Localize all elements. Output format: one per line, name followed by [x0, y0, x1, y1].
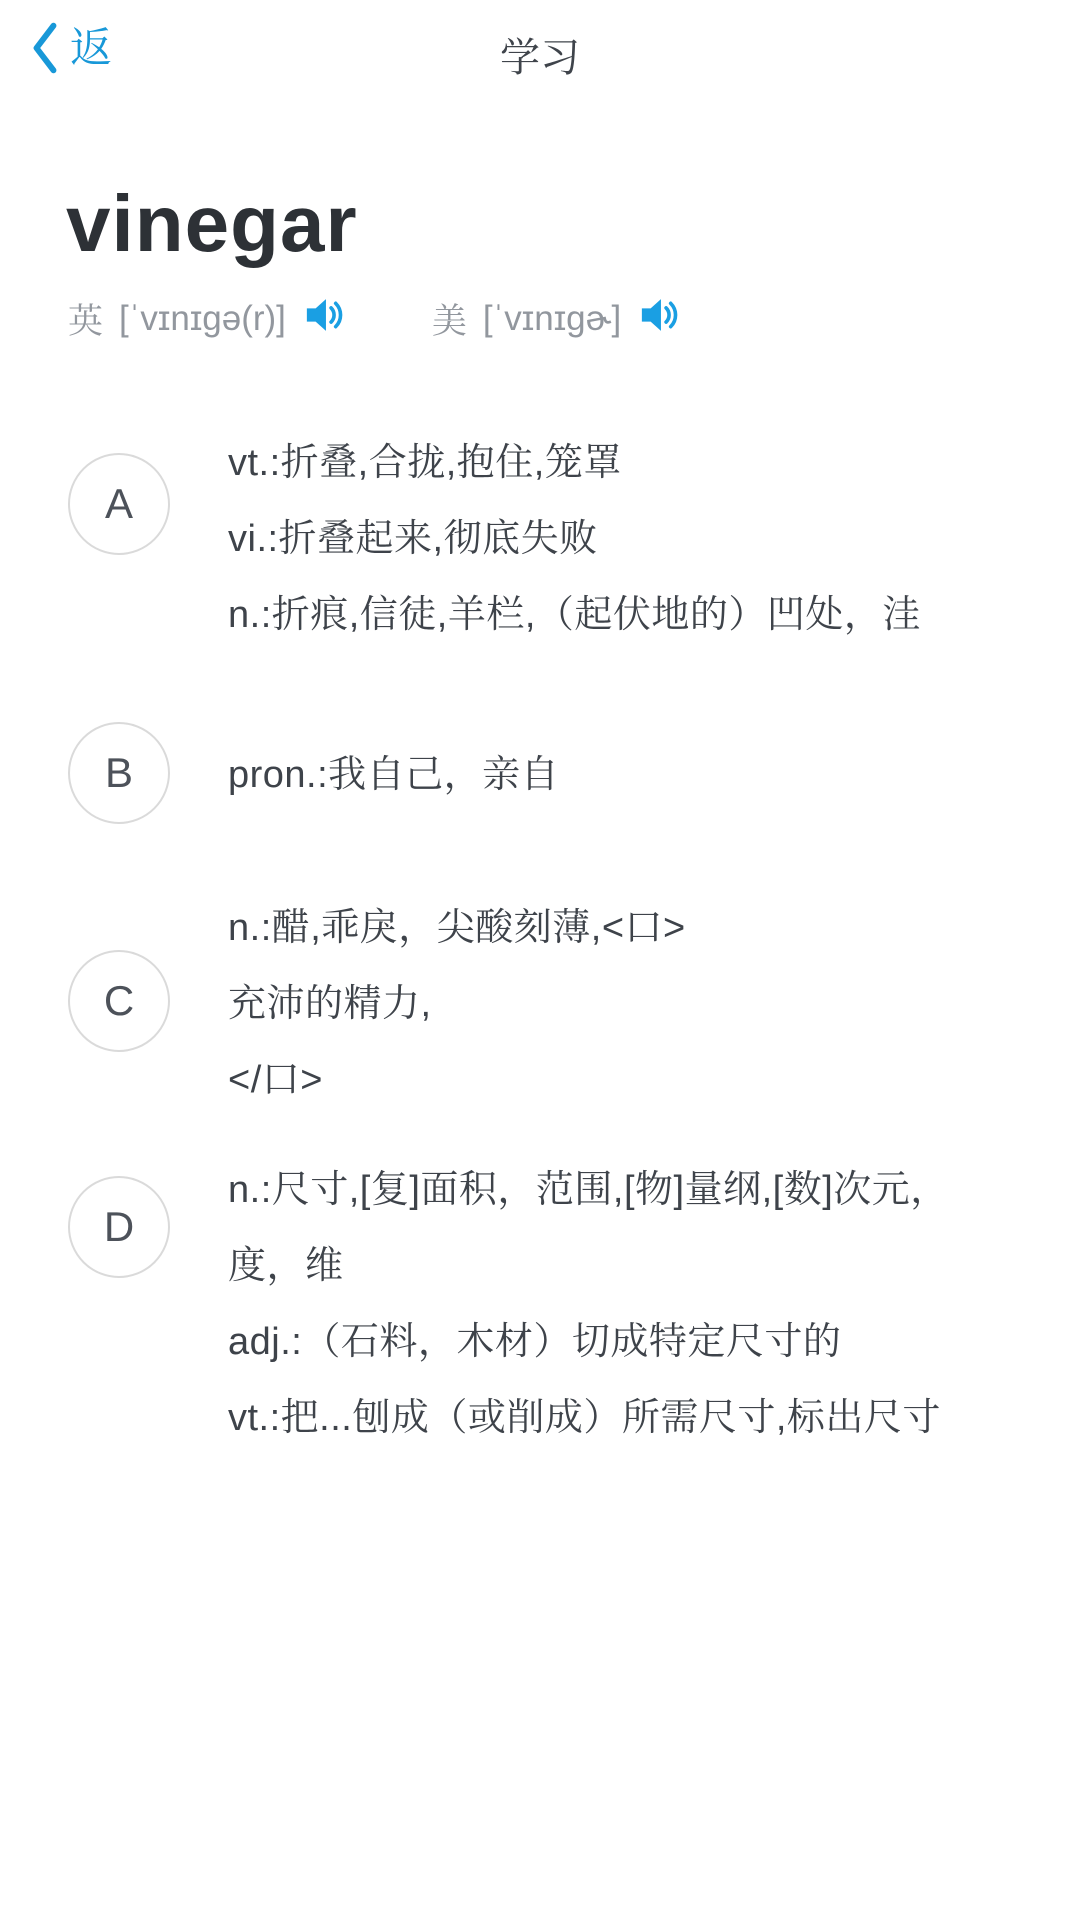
top-bar — [0, 0, 1080, 96]
back-button-label: 返 — [70, 24, 113, 71]
definition-line: n.:折痕,信徒,羊栏,（起伏地的）凹处，洼 — [228, 594, 921, 636]
definition-line: adj.:（石料，木材）切成特定尺寸的 — [228, 1321, 842, 1363]
answer-option-c[interactable] — [0, 890, 1080, 1120]
answer-option-a[interactable] — [0, 425, 1080, 655]
pron-ipa-us: [ˈvɪnɪgɚ] — [482, 298, 622, 338]
option-letter-badge: D — [68, 1176, 170, 1278]
definition-line: n.:尺寸,[复]面积，范围,[物]量纲,[数]次元， — [228, 1169, 949, 1211]
definition-line: </口> — [228, 1059, 323, 1101]
speaker-icon[interactable] — [637, 294, 683, 345]
option-definition — [228, 425, 1048, 653]
pron-region-uk: 英 — [68, 301, 104, 341]
definition-line: 充沛的精力, — [228, 983, 432, 1025]
definition-line: n.:醋,乖戾，尖酸刻薄,<口> — [228, 907, 686, 949]
pron-ipa-uk: [ˈvɪnɪgə(r)] — [119, 298, 286, 338]
definition-line: vi.:折叠起来,彻底失败 — [228, 518, 598, 560]
option-letter-badge: A — [68, 453, 170, 555]
answer-option-d[interactable] — [0, 1152, 1080, 1458]
option-letter-badge: C — [68, 950, 170, 1052]
option-letter-badge: B — [68, 722, 170, 824]
pronunciation-row — [68, 292, 683, 345]
definition-line: pron.:我自己，亲自 — [228, 754, 560, 796]
pron-region-us: 美 — [431, 301, 467, 341]
option-definition — [228, 890, 1048, 1118]
page-title: 学习 — [500, 36, 580, 80]
answer-option-b[interactable] — [0, 722, 1080, 826]
headword: vinegar — [66, 179, 358, 268]
definition-line: 度，维 — [228, 1245, 344, 1287]
option-definition — [228, 1152, 1048, 1456]
definition-line: vt.:把...刨成（或削成）所需尺寸,标出尺寸 — [228, 1397, 941, 1439]
speaker-icon[interactable] — [302, 294, 348, 345]
option-definition — [228, 737, 1048, 813]
definition-line: vt.:折叠,合拢,抱住,笼罩 — [228, 442, 622, 484]
